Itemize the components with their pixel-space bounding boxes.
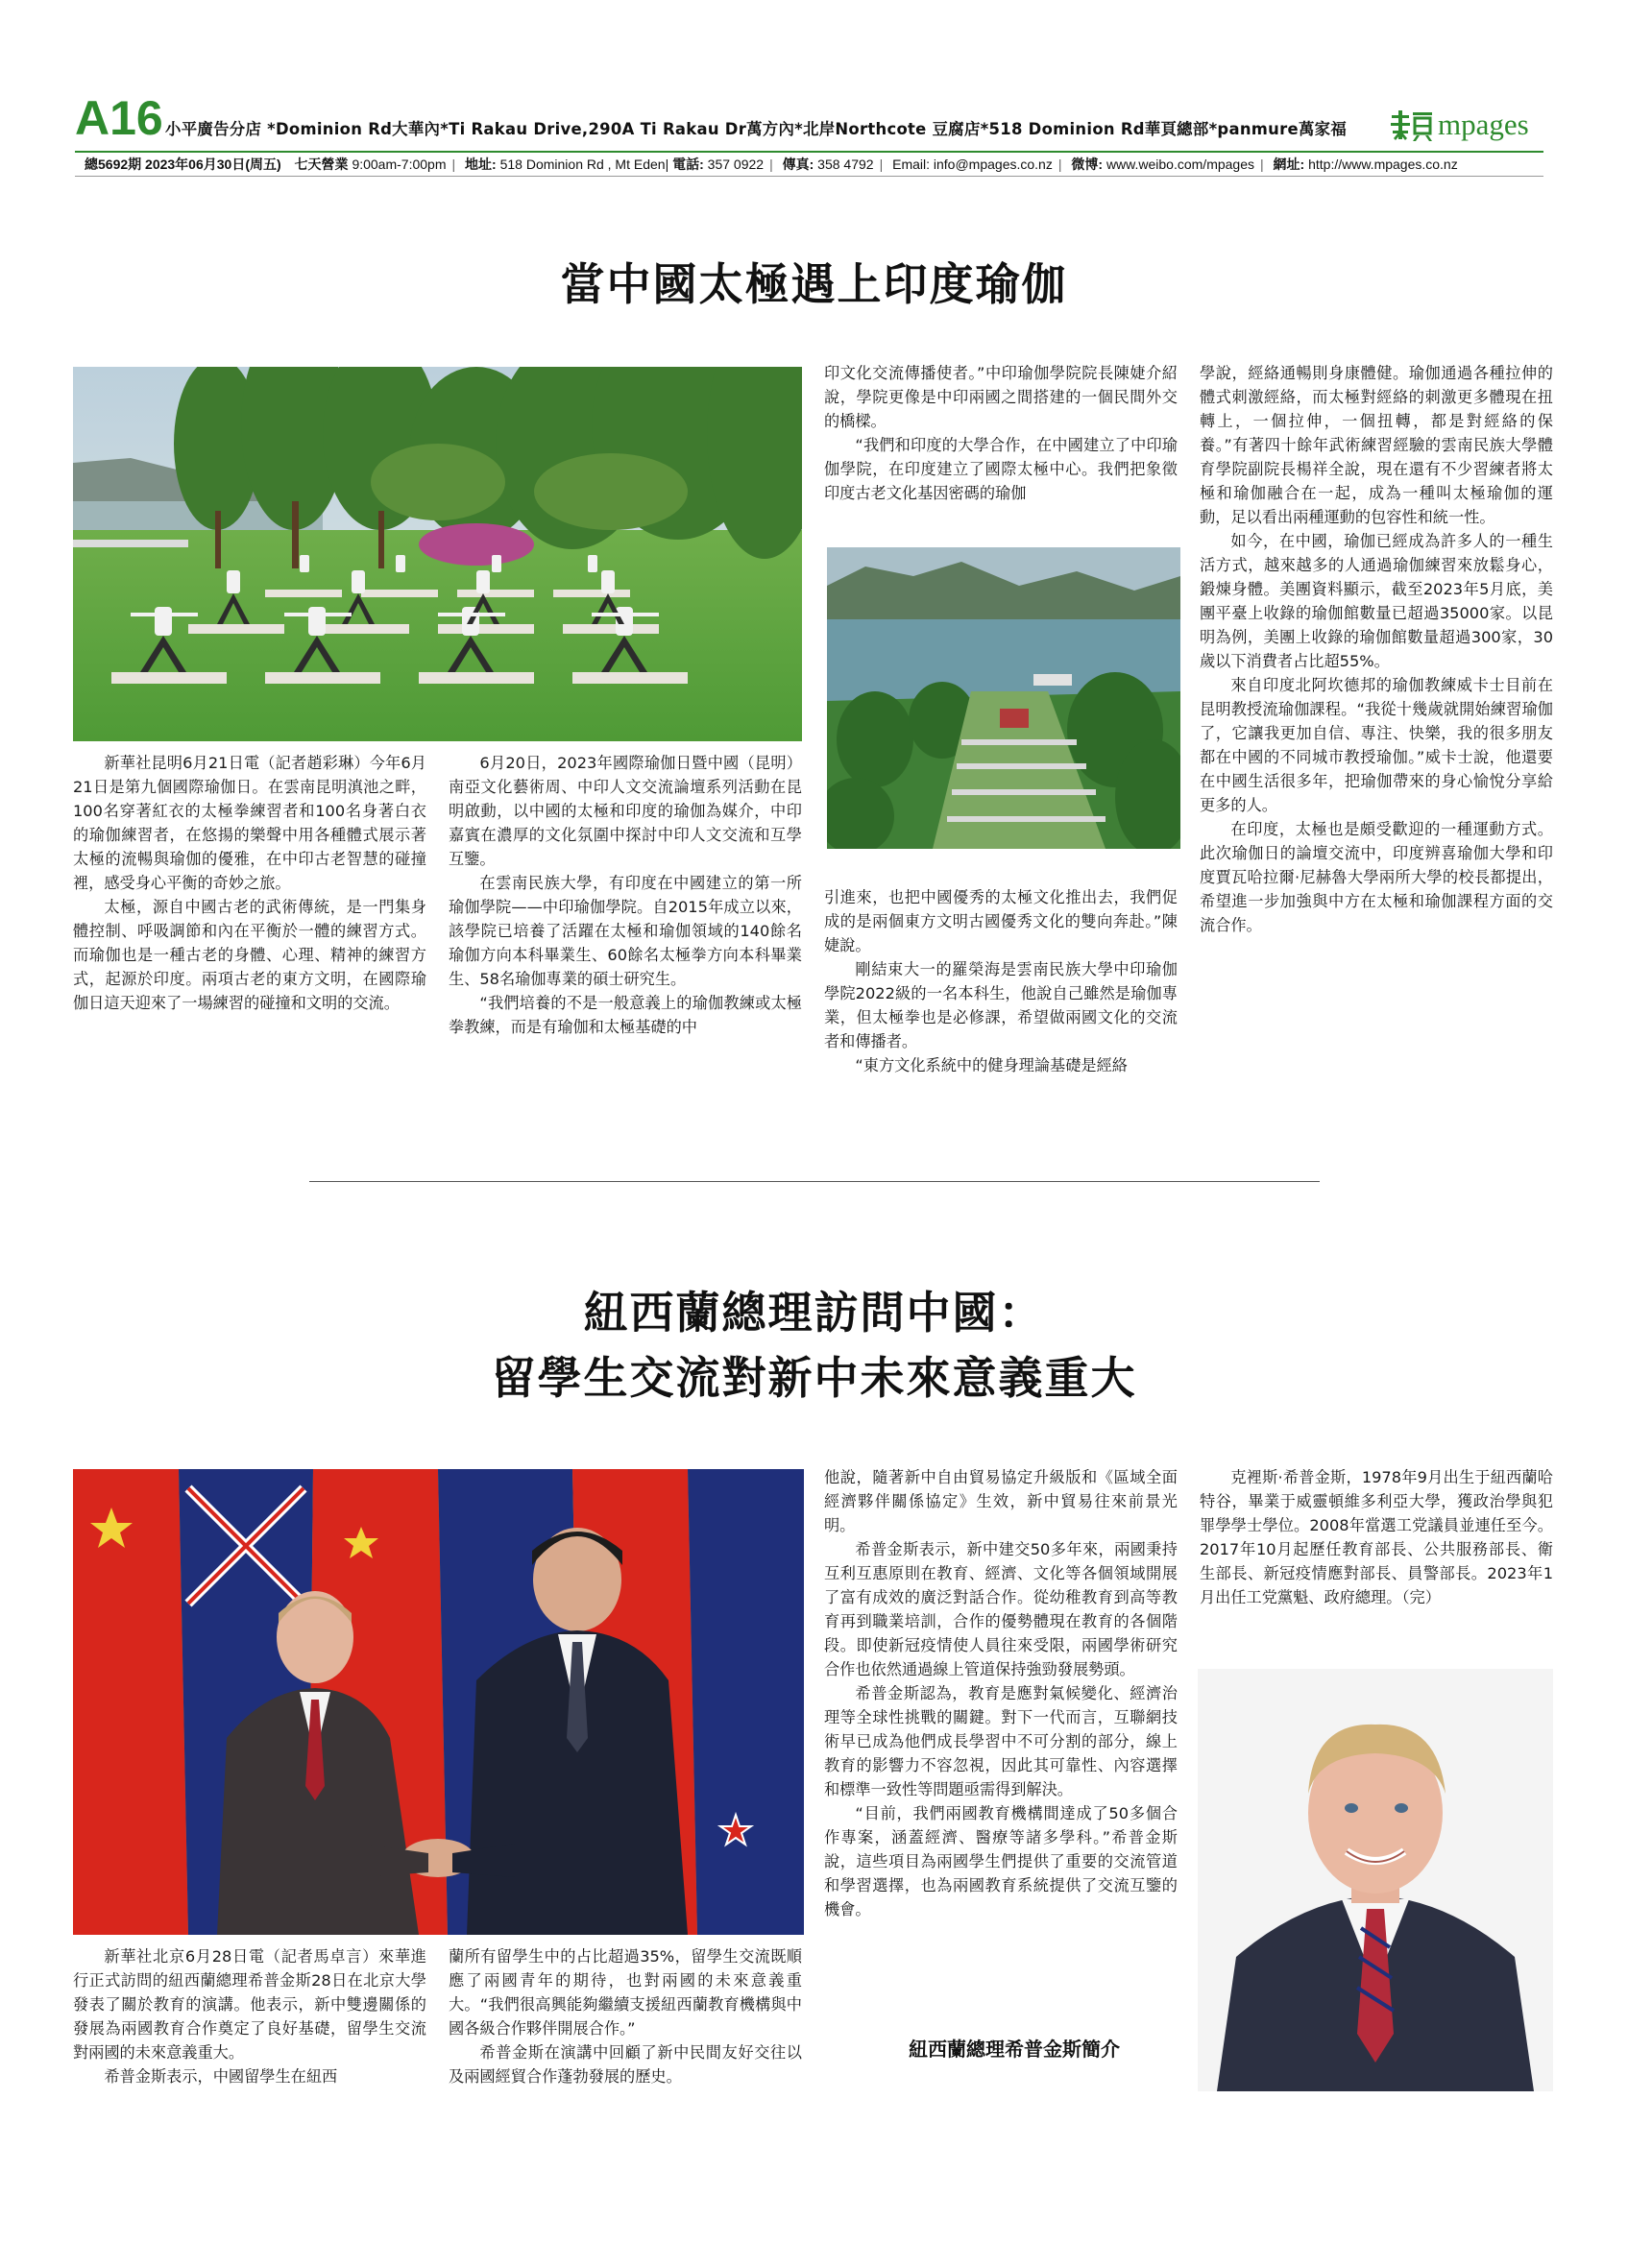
- article2-column4: [1200, 1465, 1553, 1609]
- address-value: 518 Dominion Rd , Mt Eden|: [499, 157, 669, 172]
- paragraph: “我們和印度的大學合作，在中國建立了中印瑜伽學院，在印度建立了國際太極中心。我們把象徵印度古老文化基因密碼的瑜伽: [824, 436, 1178, 502]
- page-number: A16: [75, 91, 163, 145]
- paragraph: 引進來，也把中國優秀的太極文化推出去，我們促成的是兩個東方文明古國優秀文化的雙向奔赴。”陳婕說。: [824, 888, 1178, 954]
- lake-photo-image: [827, 547, 1180, 849]
- paragraph: “目前，我們兩國教育機構間達成了50多個合作專案，涵蓋經濟、醫療等諸多學科。”希普金斯說，這些項目為兩國學生們提供了重要的交流管道和學習選擇，也為兩國教育系統提供了交流互鑒的機會。: [824, 1804, 1178, 1918]
- huaye-logo-icon: [1390, 109, 1434, 142]
- portrait-photo-image: [1198, 1669, 1553, 2091]
- paragraph: 學說，經絡通暢則身康體健。瑜伽通過各種拉伸的體式刺激經絡，而太極對經絡的刺激更多體現在扭轉上，一個拉伸，一個扭轉，都是對經絡的保養。”有著四十餘年武術練習經驗的雲南民族大學體育學院副院長楊祥全說，現在還有不少習練者將太極和瑜伽融合在一起，成為一種叫太極瑜伽的運動，足以看出兩種運動的包容性和統一性。: [1200, 364, 1553, 526]
- fax-label: 傳真:: [782, 157, 814, 172]
- paragraph: 克裡斯·希普金斯，1978年9月出生于紐西蘭哈特谷，畢業于威靈頓維多利亞大學，獲政治學與犯罪學學士學位。2008年當選工党議員並連任至今。2017年10月起歷任教育部長、公共服務部長、衛生部長、新冠疫情應對部長、員警部長。2023年1月出任工党黨魁、政府總理。（完）: [1200, 1468, 1553, 1606]
- paragraph: 剛結束大一的羅榮海是雲南民族大學中印瑜伽學院2022級的一名本科生，他說自己雖然是瑜伽專業，但太極拳也是必修課，希望做兩國文化的交流者和傳播者。: [824, 960, 1178, 1050]
- paragraph: 印文化交流傳播使者。”中印瑜伽學院院長陳婕介紹說，學院更像是中印兩國之間搭建的一個民間外交的橋樑。: [824, 364, 1178, 430]
- article1-column3-top: [824, 361, 1178, 505]
- paragraph: “東方文化系統中的健身理論基礎是經絡: [855, 1056, 1128, 1074]
- weibo-link[interactable]: www.weibo.com/mpages: [1106, 157, 1254, 172]
- paragraph: 希普金斯表示，新中建交50多年來，兩國秉持互利互惠原則在教育、經濟、文化等各個領域開展了富有成效的廣泛對話合作。從幼稚教育到高等教育再到職業培訓，合作的優勢體現在教育的各個階段。即使新冠疫情使人員往來受限，兩國學術研究合作也依然通過線上管道保持強勁發展勢頭。: [824, 1540, 1178, 1678]
- article1-headline: 當中國太極遇上印度瑜伽: [560, 258, 1068, 310]
- lake-aerial-photo: [827, 547, 1180, 849]
- handshake-photo-image: [73, 1469, 804, 1935]
- hours-label: 七天營業: [294, 157, 349, 172]
- paragraph: 蘭所有留學生中的占比超過35%，留學生交流既順應了兩國青年的期待，也對兩國的未來意義重大。“我們很高興能夠繼續支援紐西蘭教育機構與中國各級合作夥伴開展合作。”: [449, 1947, 802, 2038]
- issue-rule: [75, 176, 1543, 177]
- paragraph: 新華社昆明6月21日電（記者趙彩琳）今年6月21日是第九個國際瑜伽日。在雲南昆明滇池之畔，100名穿著紅衣的太極拳練習者和100名身著白衣的瑜伽練習者，在悠揚的樂聲中用各種體式展示著太極的流暢與瑜伽的優雅，在中印古老智慧的碰撞裡，感受身心平衡的奇妙之旅。: [73, 754, 426, 892]
- email-link[interactable]: Email: info@mpages.co.nz: [892, 157, 1053, 172]
- paragraph: 希普金斯表示，中國留學生在紐西: [104, 2067, 338, 2086]
- paragraph: 希普金斯在演講中回顧了新中民間友好交往以及兩國經貿合作蓬勃發展的歷史。: [449, 2043, 802, 2086]
- issue-info-line: 總5692期 2023年06月30日(周五) 七天營業 9:00am-7:00pm | 地址: 518 Dominion Rd , Mt Eden| 電話: 357 0922 | 傳真: 358 4792 | Email: info@mpages.co.nz | 微博: www.weibo.com/mpages | 網址: http://www.mpages.co.nz: [85, 157, 1458, 172]
- article1-column4: [1200, 361, 1553, 937]
- paragraph: 希普金斯認為，教育是應對氣候變化、經濟治理等全球性挑戰的關鍵。對下一代而言，互聯網技術早已成為他們成長學習中不可分割的部分，線上教育的影響力不容忽視，因此其可靠性、內容選擇和標準一致性等問題亟需得到解決。: [824, 1684, 1178, 1798]
- article2-column2: [449, 1944, 802, 2088]
- article2-column3: [824, 1465, 1178, 1921]
- paragraph: “我們培養的不是一般意義上的瑜伽教練或太極拳教練，而是有瑜伽和太極基礎的中: [449, 994, 802, 1036]
- article2-column1: [73, 1944, 426, 2088]
- fax-value: 358 4792: [817, 157, 874, 172]
- website-label: 網址:: [1273, 157, 1305, 172]
- logo-text: mpages: [1438, 108, 1529, 141]
- mpages-logo[interactable]: [1390, 108, 1543, 146]
- article1-column1: [73, 751, 426, 1015]
- issue-number-date: 總5692期 2023年06月30日(周五): [85, 157, 281, 172]
- address-label: 地址:: [465, 157, 497, 172]
- header-rule: [75, 151, 1543, 153]
- paragraph: 如今，在中國，瑜伽已經成為許多人的一種生活方式，越來越多的人通過瑜伽練習來放鬆身心，鍛煉身體。美團資料顯示，截至2023年5月底，美團平臺上收錄的瑜伽館數量已超過35000家。以昆明為例，美團上收錄的瑜伽館數量超過300家，30歲以下消費者占比超55%。: [1200, 532, 1553, 670]
- paragraph: 在印度，太極也是頗受歡迎的一種運動方式。此次瑜伽日的論壇交流中，印度辨喜瑜伽大學和印度賈瓦哈拉爾·尼赫魯大學兩所大學的校長都提出，希望進一步加強與中方在太極和瑜伽課程方面的交流合作。: [1200, 820, 1553, 934]
- paragraph: 太極，源自中國古老的武術傳統，是一門集身體控制、呼吸調節和內在平衡於一體的練習方式。而瑜伽也是一種古老的身體、心理、精神的練習方式，起源於印度。兩項古老的東方文明，在國際瑜伽日這天迎來了一場練習的碰撞和文明的交流。: [73, 898, 426, 1012]
- phone-label: 電話:: [672, 157, 704, 172]
- weibo-label: 微博:: [1071, 157, 1104, 172]
- hipkins-portrait-photo: [1198, 1669, 1553, 2091]
- article2-headline-line2: 留學生交流對新中未來意義重大: [491, 1352, 1137, 1404]
- website-link[interactable]: http://www.mpages.co.nz: [1308, 157, 1458, 172]
- opening-hours: 9:00am-7:00pm: [352, 157, 447, 172]
- yoga-photo-image: [73, 367, 802, 741]
- article1-column2: [449, 751, 802, 1039]
- paragraph: 來自印度北阿坎德邦的瑜伽教練威卡士目前在昆明教授流瑜伽課程。“我從十幾歲就開始練習瑜伽了，它讓我更加自信、專注、快樂，我的很多朋友都在中國的不同城市教授瑜伽。”威卡士說，他還要在中國生活很多年，把瑜伽帶來的身心愉悅分享給更多的人。: [1200, 676, 1553, 814]
- article-divider: [309, 1181, 1320, 1182]
- yoga-lakeside-photo: [73, 367, 802, 741]
- paragraph: 他說，隨著新中自由貿易協定升級版和《區域全面經濟夥伴關係協定》生效，新中貿易往來前景光明。: [824, 1468, 1178, 1534]
- article1-column3-bottom: [824, 885, 1178, 1077]
- paragraph: 6月20日，2023年國際瑜伽日暨中國（昆明）南亞文化藝術周、中印人文交流論壇系列活動在昆明啟動，以中國的太極和印度的瑜伽為媒介，中印嘉賓在濃厚的文化氛圍中探討中印人文交流和互學互鑒。: [449, 754, 802, 868]
- hipkins-profile-subhead: 紐西蘭總理希普金斯簡介: [909, 2038, 1120, 2061]
- leaders-handshake-photo: [73, 1469, 804, 1935]
- store-locations-line: 小平廣告分店 *Dominion Rd大華內*Ti Rakau Drive,290A Ti Rakau Dr萬方內*北岸Northcote 豆腐店*518 Dominion Rd華頁總部*panmure萬家福: [165, 120, 1348, 138]
- paragraph: 在雲南民族大學，有印度在中國建立的第一所瑜伽學院——中印瑜伽學院。自2015年成立以來，該學院已培養了活躍在太極和瑜伽領域的140餘名瑜伽方向本科畢業生、60餘名太極拳方向本科畢業生、58名瑜伽專業的碩士研究生。: [449, 874, 802, 988]
- phone-value: 357 0922: [707, 157, 765, 172]
- paragraph: 新華社北京6月28日電（記者馬卓言）來華進行正式訪問的紐西蘭總理希普金斯28日在北京大學發表了關於教育的演講。他表示，新中雙邊關係的發展為兩國教育合作奠定了良好基礎，留學生交流對兩國的未來意義重大。: [73, 1947, 426, 2062]
- article2-headline-line1: 紐西蘭總理訪問中國：: [583, 1287, 1045, 1339]
